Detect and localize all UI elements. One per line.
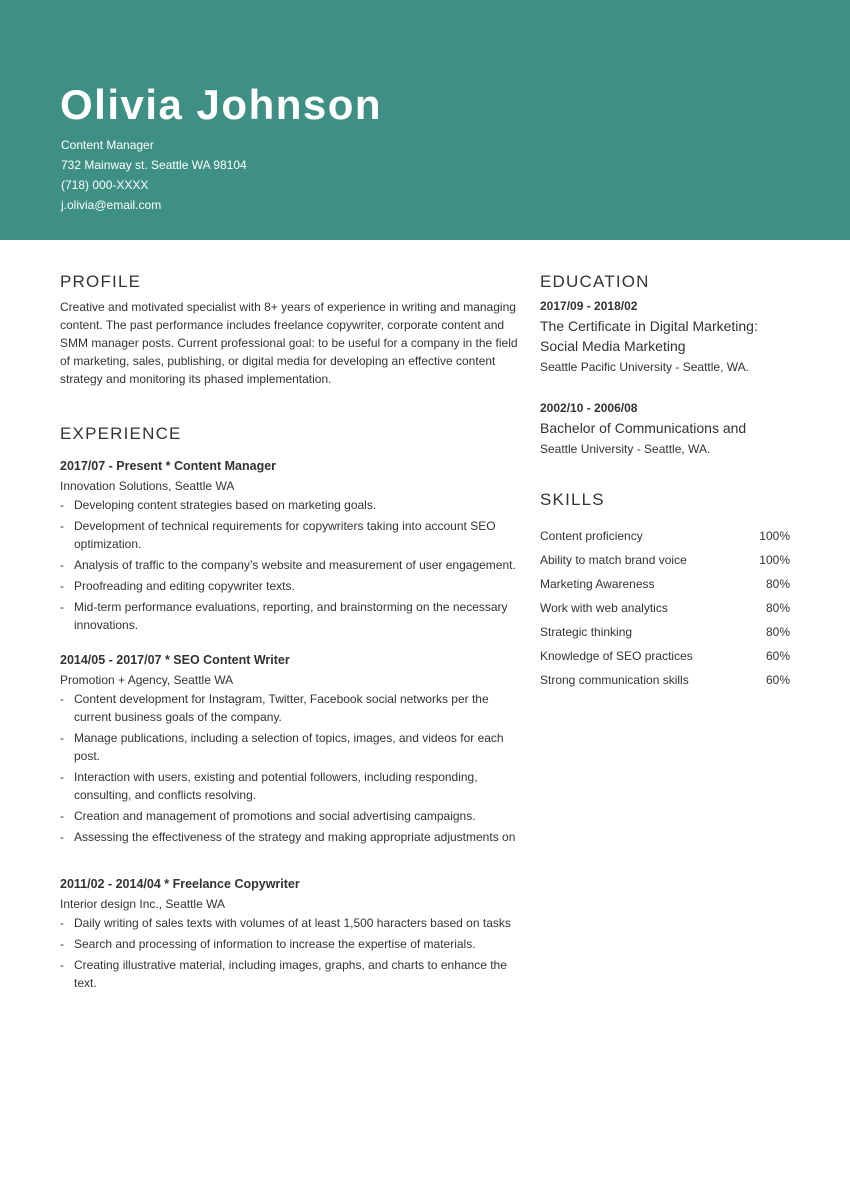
experience-section: [60, 422, 520, 992]
job-bullet: - Developing content strategies based on marketing goals.: [60, 498, 377, 512]
skill-level: 100%: [759, 529, 790, 543]
education-school: Seattle Pacific University - Seattle, WA.: [540, 360, 749, 374]
skill-level: 100%: [759, 553, 790, 567]
profile-section: [60, 270, 520, 388]
job-title-line: 2011/02 - 2014/04 * Freelance Copywriter: [60, 877, 300, 891]
skill-level: 80%: [765, 577, 790, 591]
education-section: [540, 270, 790, 458]
address: 732 Mainway st. Seattle WA 98104: [61, 158, 247, 172]
skill-name: Strategic thinking: [540, 625, 633, 639]
education-date: 2017/09 - 2018/02: [540, 299, 638, 313]
job-bullet: - Assessing the effectiveness of the strategy and making appropriate adjustments on: [60, 830, 516, 844]
profile-text: Creative and motivated specialist with 8+ years of experience in writing and managing content. The past performance includes freelance copywriter, corporate content and SMM manager posts. Current professional goal: to be useful for a company in the field of marketing, sales, publishing, or digital media for developing an effective content strategy and monitoring its phased implementation.: [60, 300, 518, 386]
candidate-name: Olivia Johnson: [60, 81, 383, 128]
job-bullets: [60, 690, 520, 846]
job-title-line: 2014/05 - 2017/07 * SEO Content Writer: [60, 653, 290, 667]
phone: (718) 000-XXXX: [61, 178, 149, 192]
job-entry: [60, 456, 520, 634]
job-bullet: - Search and processing of information to increase the expertise of materials.: [60, 937, 476, 951]
contact-info: [61, 135, 247, 215]
skill-level: 60%: [765, 649, 790, 663]
job-bullet: - Creation and management of promotions and social advertising campaigns.: [60, 809, 476, 823]
skill-name: Work with web analytics: [540, 601, 668, 615]
skill-item: [540, 620, 790, 644]
skill-item: [540, 668, 790, 692]
header-banner: [0, 0, 850, 240]
email: j.olivia@email.com: [61, 198, 162, 212]
education-entry: [540, 400, 790, 458]
job-bullet: - Mid-term performance evaluations, reporting, and brainstorming on the necessary innovations.: [60, 600, 508, 632]
job-company: Interior design Inc., Seattle WA: [60, 897, 225, 911]
education-heading: EDUCATION: [540, 272, 650, 291]
skill-name: Strong communication skills: [540, 673, 689, 687]
job-entry: [60, 874, 520, 992]
skill-level: 60%: [765, 673, 790, 687]
skills-section: [540, 488, 790, 692]
job-company: Promotion + Agency, Seattle WA: [60, 673, 234, 687]
skill-item: [540, 524, 790, 548]
left-column: [60, 270, 520, 995]
skills-heading: SKILLS: [540, 490, 605, 509]
job-bullet: - Proofreading and editing copywriter texts.: [60, 579, 295, 593]
job-entry: [60, 650, 520, 846]
education-date: 2002/10 - 2006/08: [540, 401, 638, 415]
skills-list: [540, 524, 790, 692]
skill-level: 80%: [765, 601, 790, 615]
right-column: [540, 270, 790, 692]
job-bullet: - Interaction with users, existing and potential followers, including responding, consulting, and conflicts resolving.: [60, 770, 478, 802]
education-school: Seattle University - Seattle, WA.: [540, 442, 711, 456]
experience-heading: EXPERIENCE: [60, 424, 182, 443]
job-bullets: [60, 914, 520, 992]
job-bullet: - Development of technical requirements for copywriters taking into account SEO optimization.: [60, 519, 496, 551]
profile-heading: PROFILE: [60, 272, 142, 291]
job-bullet: - Analysis of traffic to the company’s website and measurement of user engagement.: [60, 558, 516, 572]
skill-item: [540, 572, 790, 596]
skill-name: Marketing Awareness: [540, 577, 655, 591]
skill-name: Ability to match brand voice: [540, 553, 687, 567]
job-bullet: - Creating illustrative material, including images, graphs, and charts to enhance the text.: [60, 958, 507, 990]
job-bullet: - Manage publications, including a selection of topics, images, and videos for each post.: [60, 731, 504, 763]
education-degree: Bachelor of Communications and: [540, 420, 747, 436]
skill-item: [540, 596, 790, 620]
job-bullet: - Daily writing of sales texts with volumes of at least 1,500 haracters based on tasks: [60, 916, 511, 930]
skill-level: 80%: [765, 625, 790, 639]
job-bullet: - Content development for Instagram, Twitter, Facebook social networks per the current business goals of the company.: [60, 692, 489, 724]
education-entry: [540, 298, 790, 376]
education-degree: The Certificate in Digital Marketing: Social Media Marketing: [540, 318, 758, 354]
job-title-line: 2017/07 - Present * Content Manager: [60, 459, 277, 473]
skill-name: Content proficiency: [540, 529, 643, 543]
job-company: Innovation Solutions, Seattle WA: [60, 479, 235, 493]
skill-item: [540, 548, 790, 572]
skill-item: [540, 644, 790, 668]
job-title: Content Manager: [61, 138, 154, 152]
skill-name: Knowledge of SEO practices: [540, 649, 693, 663]
job-bullets: [60, 496, 520, 634]
